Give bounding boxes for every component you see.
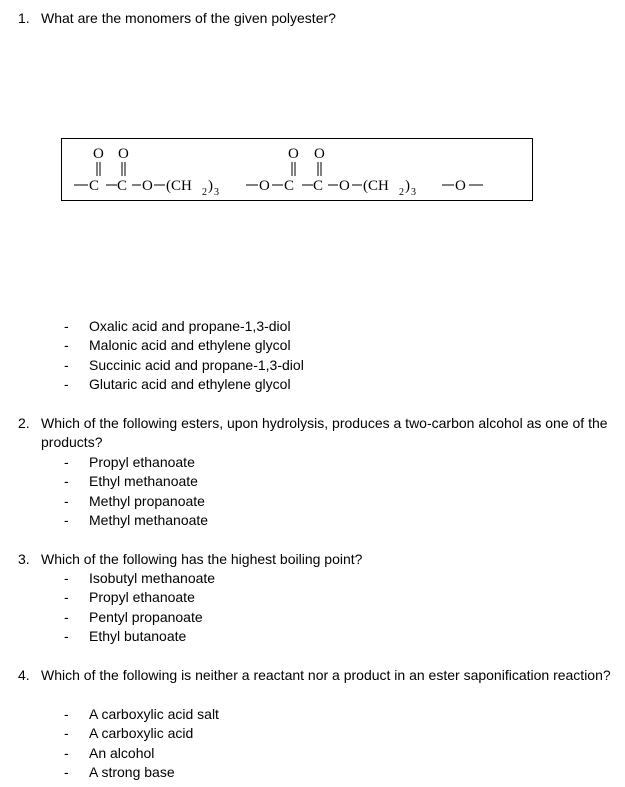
question-text: Which of the following has the highest boiling point? (41, 551, 363, 567)
option-text: Methyl methanoate (89, 512, 209, 529)
list-dash: - (64, 376, 69, 393)
option-text: Oxalic acid and propane-1,3-diol (89, 318, 291, 334)
option-text: Isobutyl methanoate (89, 570, 216, 586)
question-number: 3. (18, 551, 30, 567)
subscript: 3 (411, 187, 416, 198)
option-text: Malonic acid and ethylene glycol (89, 337, 291, 354)
list-dash: - (64, 473, 69, 490)
list-dash: - (64, 454, 69, 470)
option-text: Methyl propanoate (89, 492, 205, 509)
option-item[interactable] (64, 511, 208, 530)
oxygen-atom: O (142, 178, 153, 194)
carbon-atom: C (284, 178, 295, 194)
carbon-atom: C (117, 178, 128, 194)
option-text: Ethyl butanoate (89, 628, 187, 645)
option-item[interactable] (64, 336, 304, 355)
list-dash: - (64, 570, 69, 586)
oxygen-atom: O (259, 178, 270, 194)
option-item[interactable] (64, 608, 215, 627)
option-item[interactable] (64, 724, 219, 743)
carbonyl-oxygen: O (93, 146, 104, 162)
question-number: 1. (18, 10, 30, 26)
option-text: Pentyl propanoate (89, 608, 203, 625)
option-text: An alcohol (89, 744, 155, 761)
question-4 (18, 666, 618, 685)
subscript: 2 (399, 187, 404, 198)
list-dash: - (64, 608, 69, 625)
list-dash: - (64, 512, 69, 529)
option-item[interactable] (64, 453, 208, 472)
polyester-structure (61, 138, 533, 201)
methylene-group: (CH (166, 178, 192, 194)
option-text: A carboxylic acid (89, 725, 194, 742)
options-list-2 (64, 453, 208, 531)
option-text: Propyl ethanoate (89, 454, 195, 470)
question-text: Which of the following is neither a reactant nor a product in an ester saponification reaction? (41, 667, 611, 683)
option-item[interactable] (64, 317, 304, 336)
carbon-atom: C (89, 178, 100, 194)
option-text: A strong base (89, 764, 175, 781)
list-dash: - (64, 356, 69, 373)
list-dash: - (64, 589, 69, 606)
option-item[interactable] (64, 588, 215, 607)
option-item[interactable] (64, 492, 208, 511)
carbonyl-oxygen: O (288, 146, 299, 162)
carbonyl-oxygen: O (118, 146, 129, 162)
list-dash: - (64, 764, 69, 781)
option-item[interactable] (64, 375, 304, 394)
carbonyl-oxygen: O (314, 146, 325, 162)
option-item[interactable] (64, 744, 219, 763)
option-text: Ethyl methanoate (89, 473, 198, 490)
option-item[interactable] (64, 705, 219, 724)
options-list-1 (64, 317, 304, 395)
question-number: 2. (18, 415, 30, 431)
options-list-3 (64, 569, 215, 647)
close-paren: ) (208, 178, 213, 194)
list-dash: - (64, 706, 69, 722)
subscript: 2 (202, 187, 207, 198)
oxygen-atom: O (455, 178, 466, 194)
list-dash: - (64, 492, 69, 509)
options-list-4 (64, 705, 219, 783)
subscript: 3 (214, 187, 219, 198)
option-item[interactable] (64, 569, 215, 588)
option-text: Glutaric acid and ethylene glycol (89, 376, 291, 393)
option-text: A carboxylic acid salt (89, 706, 219, 722)
question-number: 4. (18, 667, 30, 683)
carbon-atom: C (313, 178, 324, 194)
question-text: Which of the following esters, upon hydrolysis, produces a two-carbon alcohol as one of the products? (41, 415, 608, 450)
option-item[interactable] (64, 763, 219, 782)
list-dash: - (64, 318, 69, 334)
option-item[interactable] (64, 356, 304, 375)
close-paren: ) (405, 178, 410, 194)
question-text: What are the monomers of the given polyester? (41, 10, 336, 26)
list-dash: - (64, 337, 69, 354)
option-item[interactable] (64, 472, 208, 491)
option-text: Succinic acid and propane-1,3-diol (89, 356, 304, 373)
question-2 (18, 414, 618, 452)
option-item[interactable] (64, 627, 215, 646)
option-text: Propyl ethanoate (89, 589, 195, 606)
list-dash: - (64, 628, 69, 645)
list-dash: - (64, 744, 69, 761)
list-dash: - (64, 725, 69, 742)
question-1 (18, 9, 618, 28)
question-3 (18, 550, 618, 569)
oxygen-atom: O (339, 178, 350, 194)
methylene-group: (CH (363, 178, 389, 194)
